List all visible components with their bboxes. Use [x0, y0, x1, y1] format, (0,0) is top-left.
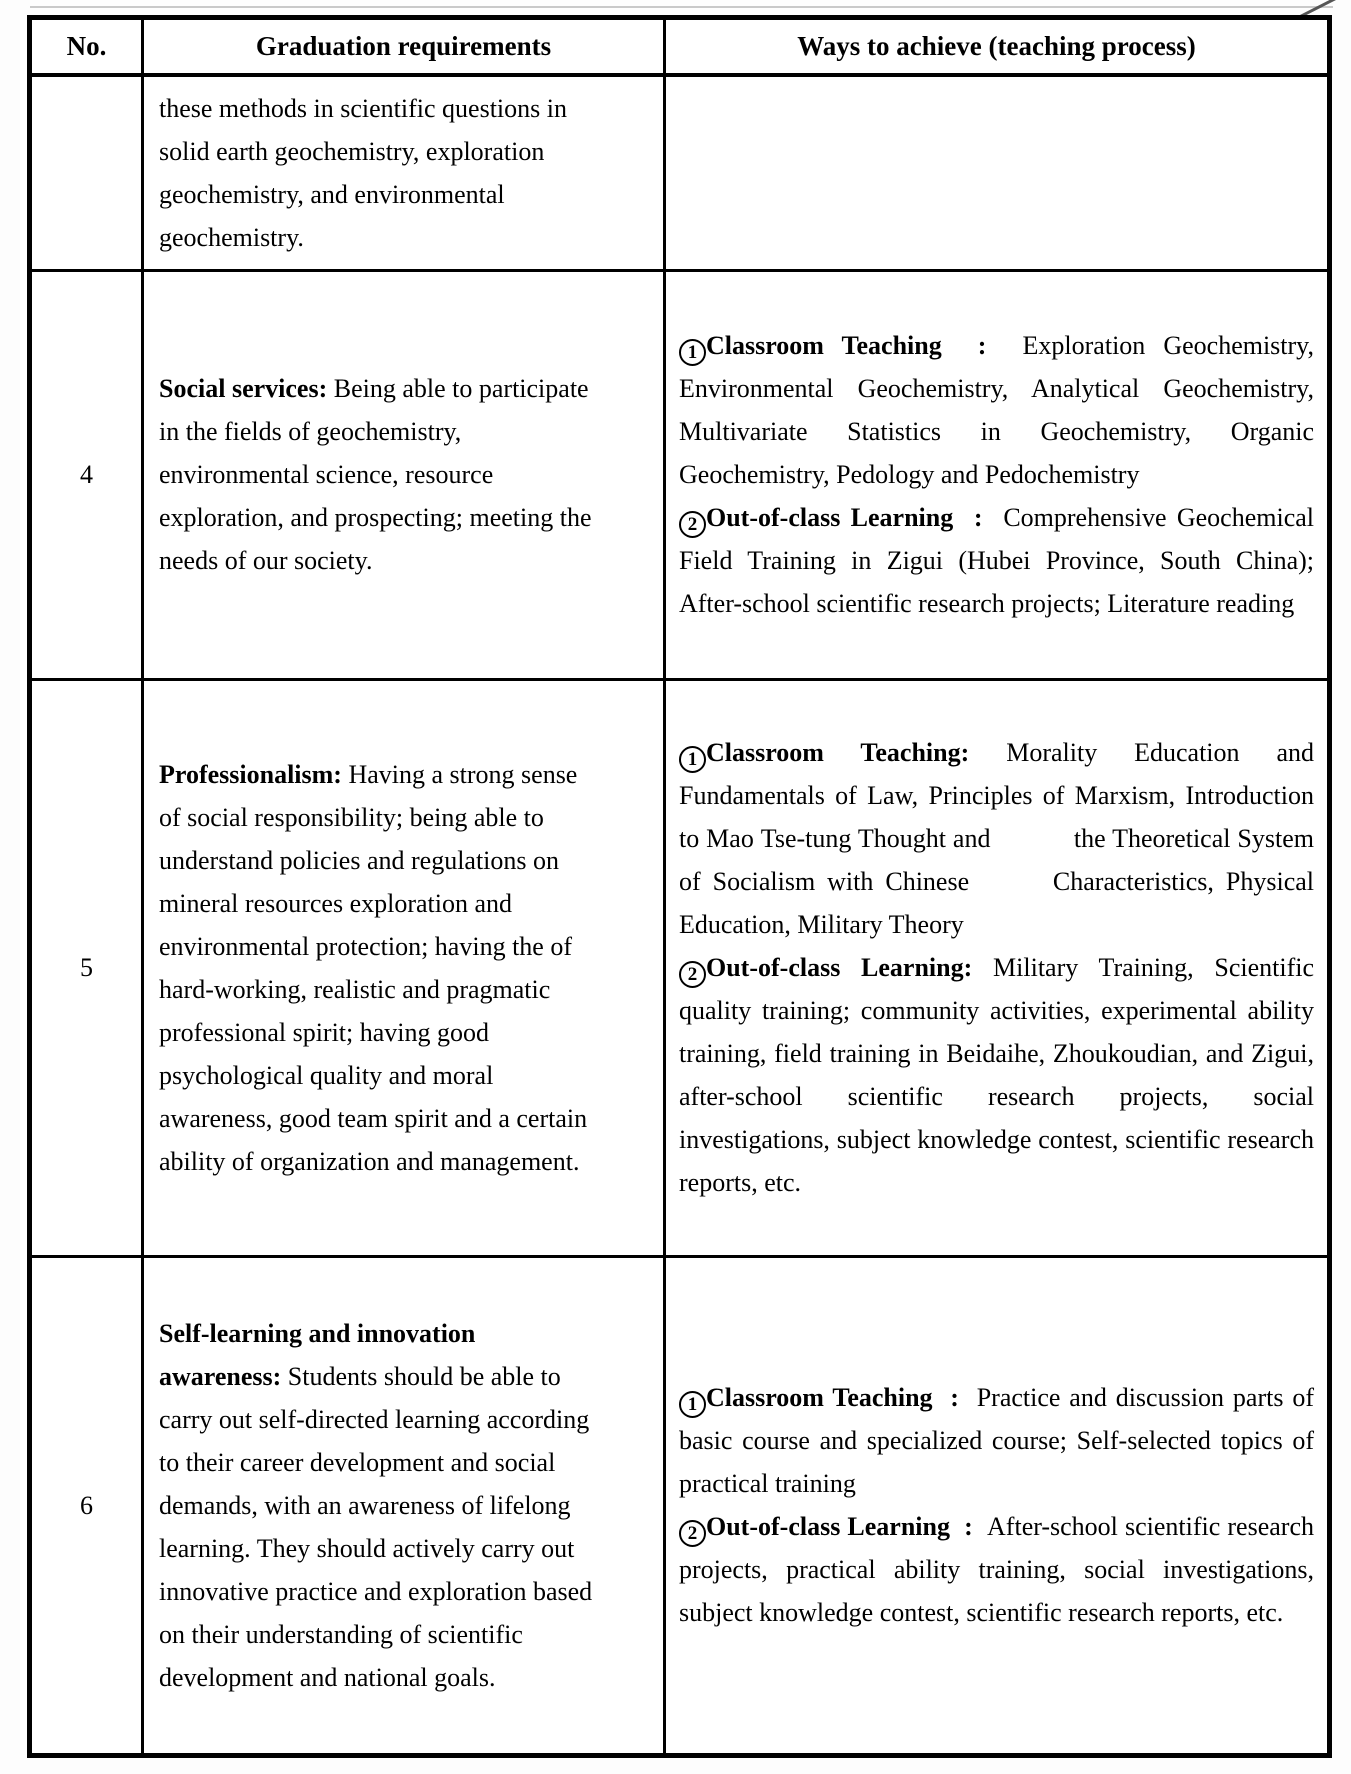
table-row-6: [30, 1256, 1330, 1755]
requirement-cell: [143, 679, 665, 1256]
table-row-continuation: [30, 75, 1330, 271]
way-heading: Classroom Teaching:: [706, 738, 1007, 767]
ways-cell: [665, 679, 1330, 1256]
way-heading: Classroom Teaching :: [706, 1383, 977, 1412]
circled-2-icon: 2: [679, 511, 706, 538]
row-number-cell: 4: [30, 270, 143, 679]
requirement-cell: [143, 75, 665, 271]
requirement-term: Social services:: [159, 374, 328, 403]
way-body: Comprehensive Geochemical Field Training in Zigui (Hubei Province, South China); After-school scientific research projects; Literature reading: [679, 503, 1314, 618]
way-body: After-school scientific research projects, practical ability training, social investigations, subject knowledge contest, scientific research reports, etc.: [679, 1512, 1314, 1627]
row-number-cell: [30, 75, 143, 271]
requirement-cell: [143, 1256, 665, 1755]
requirement-body: Being able to participate in the fields of geochemistry, environmental science, resource exploration, and prospecting; meeting the needs of our society.: [159, 374, 592, 575]
way-heading: Classroom Teaching :: [706, 331, 1023, 360]
way-item-classroom-teaching: [679, 731, 1314, 946]
way-item-classroom-teaching: [679, 324, 1314, 496]
ways-cell: [665, 270, 1330, 679]
requirement-cell: [143, 270, 665, 679]
requirement-text: [159, 367, 597, 582]
requirement-text: [159, 753, 597, 1183]
requirement-term: Self-learning and innovation awareness:: [159, 1318, 476, 1391]
column-header-ways-to-achieve: Ways to achieve (teaching process): [665, 18, 1330, 75]
way-item-out-of-class-learning: [679, 1505, 1314, 1634]
way-item-out-of-class-learning: [679, 946, 1314, 1204]
way-body: Exploration Geochemistry, Environmental Geochemistry, Analytical Geochemistry, Multivariate Statistics in Geochemistry, Organic Geochemistry, Pedology and Pedochemistry: [679, 331, 1314, 489]
way-heading: Out-of-class Learning:: [706, 953, 994, 982]
requirement-text: [159, 87, 597, 259]
requirement-term: Professionalism:: [159, 759, 342, 789]
ways-cell: [665, 1256, 1330, 1755]
way-body: Morality Education and Fundamentals of Law, Principles of Marxism, Introduction to Mao Tse-tung Thought and the Theoretical System of Socialism with Chinese Characteristics, Physical Education, Military Theory: [679, 738, 1314, 939]
way-body: Military Training, Scientific quality training; community activities, experimental ability training, field training in Beidaihe, Zhoukoudian, and Zigui, after-school scientific research projects, social investigations, subject knowledge contest, scientific research reports, etc.: [679, 953, 1314, 1197]
header-row: [30, 18, 1330, 75]
graduation-requirements-table: [27, 15, 1332, 1758]
way-item-out-of-class-learning: [679, 496, 1314, 625]
way-body: Practice and discussion parts of basic course and specialized course; Self-selected topics of practical training: [679, 1383, 1314, 1498]
scan-hairline-artifact: [30, 6, 1333, 8]
requirement-text: [159, 1312, 597, 1699]
row-number-cell: 5: [30, 679, 143, 1256]
way-heading: Out-of-class Learning :: [706, 503, 1004, 532]
column-header-graduation-requirements: Graduation requirements: [143, 18, 665, 75]
way-item-classroom-teaching: [679, 1376, 1314, 1505]
ways-cell-empty: [665, 75, 1330, 271]
way-heading: Out-of-class Learning :: [706, 1512, 988, 1541]
circled-1-icon: 1: [679, 1391, 706, 1418]
requirement-body: Having a strong sense of social responsibility; being able to understand policies and regulations on mineral resources exploration and environmental protection; having the of hard-working, realistic and pragmatic professional spirit; having good psychological quality and moral awareness, good team spirit and a certain ability of organization and management.: [159, 759, 588, 1176]
row-number-cell: 6: [30, 1256, 143, 1755]
circled-1-icon: 1: [679, 339, 706, 366]
circled-1-icon: 1: [679, 746, 706, 773]
table-row-5: [30, 679, 1330, 1256]
requirement-body: Students should be able to carry out self-directed learning according to their career development and social demands, with an awareness of lifelong learning. They should actively carry out innovative practice and exploration based on their understanding of scientific development and national goals.: [159, 1361, 593, 1692]
circled-2-icon: 2: [679, 1520, 706, 1547]
circled-2-icon: 2: [679, 961, 706, 988]
table-row-4: [30, 270, 1330, 679]
requirement-body: these methods in scientific questions in solid earth geochemistry, exploration geochemistry, and environmental geochemistry.: [159, 93, 567, 252]
column-header-no: No.: [30, 18, 143, 75]
